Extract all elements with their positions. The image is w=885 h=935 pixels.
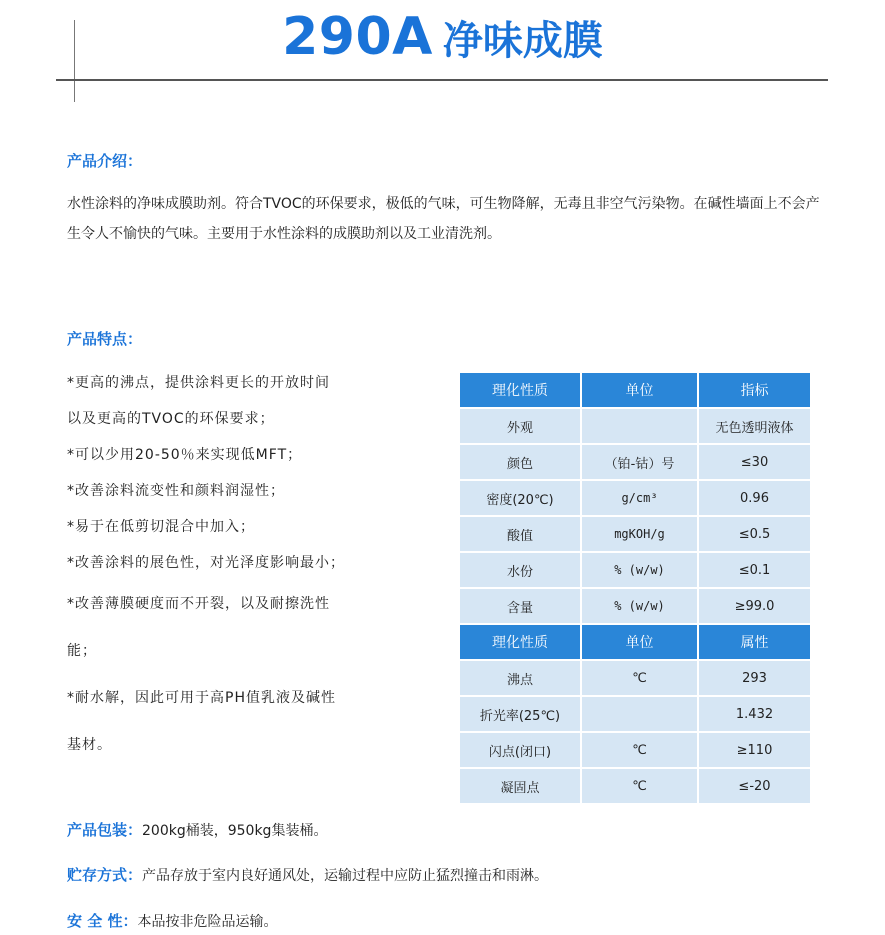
table-cell: 颜色: [459, 444, 581, 480]
feature-item: *易于在低剪切混合中加入；: [67, 519, 255, 535]
feature-item: *耐水解，因此可用于高PH值乳液及碱性: [67, 690, 336, 706]
page-title: [0, 0, 885, 78]
table-cell: （铂-钴）号: [581, 444, 698, 480]
table-cell: 293: [698, 660, 811, 696]
features-list: [67, 366, 447, 770]
header-cell: 指标: [698, 372, 811, 408]
table-cell: 凝固点: [459, 768, 581, 804]
table-cell: ≤0.1: [698, 552, 811, 588]
table-cell: 密度(20℃): [459, 480, 581, 516]
intro-text: 水性涂料的净味成膜助剂。符合TVOC的环保要求，极低的气味，可生物降解，无毒且非空气污染物。在碱性墙面上不会产生令人不愉快的气味。主要用于水性涂料的成膜助剂以及工业清洗剂。: [67, 196, 820, 242]
header-divider: [56, 79, 828, 81]
product-code: 290A: [282, 7, 433, 67]
table-cell: ≥99.0: [698, 588, 811, 624]
table-header-row: [459, 624, 811, 660]
table-cell: ℃: [581, 768, 698, 804]
table-row: [459, 408, 811, 444]
product-name: 净味成膜: [442, 18, 603, 64]
header-cell: 单位: [581, 372, 698, 408]
features-heading: 产品特点：: [67, 330, 143, 348]
table-cell: 1.432: [698, 696, 811, 732]
storage-text: 产品存放于室内良好通风处，运输过程中应防止猛烈撞击和雨淋。: [142, 868, 549, 884]
header-cell: 单位: [581, 624, 698, 660]
storage-line: [67, 864, 548, 885]
table-cell: [581, 408, 698, 444]
table-cell: ℃: [581, 660, 698, 696]
table-row: [459, 696, 811, 732]
table-cell: [581, 696, 698, 732]
header-cell: 属性: [698, 624, 811, 660]
table-row: [459, 660, 811, 696]
table-row: [459, 516, 811, 552]
properties-table: [458, 371, 812, 805]
packaging-line: [67, 819, 327, 840]
packaging-text: 200kg桶装，950kg集装桶。: [142, 823, 328, 839]
table-cell: ≥110: [698, 732, 811, 768]
table-row: [459, 444, 811, 480]
table-cell: 折光率(25℃): [459, 696, 581, 732]
table-cell: g/cm³: [581, 480, 698, 516]
table-cell: ≤30: [698, 444, 811, 480]
feature-item: *更高的沸点，提供涂料更长的开放时间: [67, 375, 330, 391]
table-header-row: [459, 372, 811, 408]
feature-item: 基材。: [67, 737, 112, 753]
intro-heading: 产品介绍：: [67, 152, 143, 170]
header-cell: 理化性质: [459, 372, 581, 408]
table-cell: 0.96: [698, 480, 811, 516]
table-cell: mgKOH/g: [581, 516, 698, 552]
table-cell: 酸值: [459, 516, 581, 552]
table-row: [459, 480, 811, 516]
table-cell: 无色透明液体: [698, 408, 811, 444]
table-cell: ≤0.5: [698, 516, 811, 552]
safety-text: 本品按非危险品运输。: [137, 914, 278, 930]
table-cell: 水份: [459, 552, 581, 588]
table-row: [459, 588, 811, 624]
storage-label: 贮存方式：: [67, 866, 143, 884]
feature-item: *改善涂料流变性和颜料润湿性；: [67, 483, 285, 499]
feature-item: 能；: [67, 643, 97, 659]
table-cell: % (w/w): [581, 552, 698, 588]
table-cell: 含量: [459, 588, 581, 624]
table-cell: 闪点(闭口): [459, 732, 581, 768]
table-cell: 外观: [459, 408, 581, 444]
table-cell: 沸点: [459, 660, 581, 696]
table-cell: % (w/w): [581, 588, 698, 624]
table-cell: ≤-20: [698, 768, 811, 804]
safety-line: [67, 910, 277, 931]
header-cell: 理化性质: [459, 624, 581, 660]
table-cell: ℃: [581, 732, 698, 768]
feature-item: 以及更高的TVOC的环保要求；: [67, 411, 275, 427]
feature-item: *改善薄膜硬度而不开裂，以及耐擦洗性: [67, 596, 330, 612]
packaging-label: 产品包装：: [67, 821, 143, 839]
feature-item: *可以少用20-50％来实现低MFT；: [67, 447, 303, 463]
feature-item: *改善涂料的展色性，对光泽度影响最小；: [67, 555, 345, 571]
table-row: [459, 768, 811, 804]
header-vertical-rule: [74, 20, 75, 102]
safety-label: 安 全 性：: [67, 912, 138, 930]
table-row: [459, 552, 811, 588]
table-row: [459, 732, 811, 768]
